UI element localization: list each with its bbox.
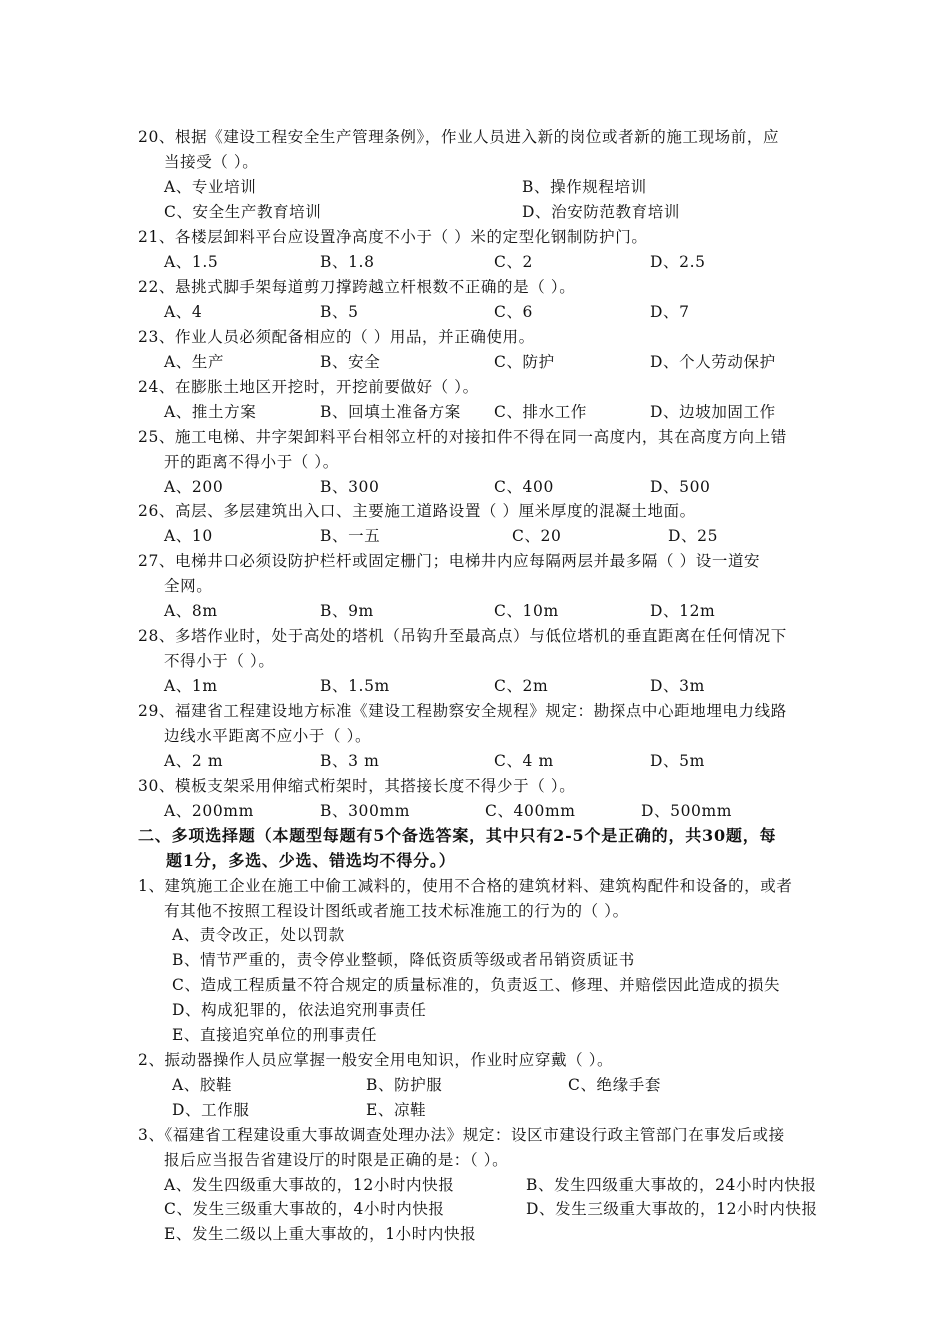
question-20-option-c: C、安全生产教育培训 <box>164 203 322 221</box>
multi-question-1-option-a: A、责令改正，处以罚款 <box>172 926 345 944</box>
question-28-option-d: D、3m <box>650 677 705 695</box>
question-28-option-a: A、1m <box>164 677 218 695</box>
question-26-option-c: C、20 <box>512 527 562 545</box>
question-26-option-d: D、25 <box>668 527 719 545</box>
question-27-option-a: A、8m <box>164 602 218 620</box>
question-25-option-c: C、400 <box>494 478 554 496</box>
question-25-option-b: B、300 <box>320 478 380 496</box>
question-20-option-a: A、专业培训 <box>164 178 257 196</box>
question-29-text-cont: 边线水平距离不应小于（ ）。 <box>164 727 372 745</box>
question-28-text-cont: 不得小于（ ）。 <box>164 652 275 670</box>
question-23-option-b: B、安全 <box>320 353 381 371</box>
question-30-option-a: A、200mm <box>164 802 254 820</box>
question-28-option-c: C、2m <box>494 677 549 695</box>
question-22-text: 22、悬挑式脚手架每道剪刀撑跨越立杆根数不正确的是（ ）。 <box>138 278 576 296</box>
question-22-option-c: C、6 <box>494 303 534 321</box>
question-27-option-c: C、10m <box>494 602 559 620</box>
multi-question-3-option-c: C、发生三级重大事故的，4小时内快报 <box>164 1200 445 1218</box>
multi-question-3-option-a: A、发生四级重大事故的，12小时内快报 <box>164 1176 455 1194</box>
question-27-option-b: B、9m <box>320 602 374 620</box>
multi-question-2-text: 2、振动器操作人员应掌握一般安全用电知识，作业时应穿戴（ ）。 <box>138 1051 614 1069</box>
question-26-option-a: A、10 <box>164 527 213 545</box>
multi-question-3-text: 3、《福建省工程建设重大事故调查处理办法》规定：设区市建设行政主管部门在事发后或接 <box>138 1126 785 1144</box>
question-23-option-c: C、防护 <box>494 353 555 371</box>
question-25-option-d: D、500 <box>650 478 711 496</box>
multi-question-3-text-cont: 报后应当报告省建设厅的时限是正确的是：（ ）。 <box>164 1151 509 1169</box>
multi-question-2-option-e: E、凉鞋 <box>366 1101 427 1119</box>
question-21-option-c: C、2 <box>494 253 534 271</box>
question-21-option-d: D、2.5 <box>650 253 706 271</box>
question-29-option-d: D、5m <box>650 752 705 770</box>
question-23-option-a: A、生产 <box>164 353 225 371</box>
question-22-option-a: A、4 <box>164 303 203 321</box>
question-30-option-d: D、500mm <box>641 802 733 820</box>
question-30-option-b: B、300mm <box>320 802 411 820</box>
question-22-option-b: B、5 <box>320 303 359 321</box>
question-21-option-a: A、1.5 <box>164 253 219 271</box>
question-20-option-d: D、治安防范教育培训 <box>522 203 680 221</box>
question-29-text: 29、福建省工程建设地方标准《建设工程勘察安全规程》规定：勘探点中心距地埋电力线路 <box>138 702 787 720</box>
multi-question-2-option-a: A、胶鞋 <box>172 1076 233 1094</box>
question-28-option-b: B、1.5m <box>320 677 390 695</box>
multi-question-1-option-d: D、构成犯罪的，依法追究刑事责任 <box>172 1001 427 1019</box>
question-24-option-b: B、回填土准备方案 <box>320 403 461 421</box>
multi-question-2-option-d: D、工作服 <box>172 1101 250 1119</box>
question-28-text: 28、多塔作业时，处于高处的塔机（吊钩升至最高点）与低位塔机的垂直距离在任何情况下 <box>138 627 787 645</box>
multi-question-3-option-b: B、发生四级重大事故的，24小时内快报 <box>526 1176 817 1194</box>
question-22-option-d: D、7 <box>650 303 690 321</box>
multi-question-2-option-b: B、防护服 <box>366 1076 443 1094</box>
section-2-heading: 二、多项选择题（本题型每题有5个备选答案，其中只有2-5个是正确的，共30题，每 <box>138 826 777 845</box>
question-26-option-b: B、一五 <box>320 527 381 545</box>
question-25-text-cont: 开的距离不得小于（ ）。 <box>164 453 339 471</box>
question-24-option-c: C、排水工作 <box>494 403 587 421</box>
question-29-option-a: A、2 m <box>164 752 224 770</box>
multi-question-3-option-d: D、发生三级重大事故的，12小时内快报 <box>526 1200 818 1218</box>
multi-question-1-option-e: E、直接追究单位的刑事责任 <box>172 1026 378 1044</box>
multi-question-1-option-c: C、造成工程质量不符合规定的质量标准的，负责返工、修理、并赔偿因此造成的损失 <box>172 976 781 994</box>
question-24-option-a: A、推土方案 <box>164 403 257 421</box>
question-24-option-d: D、边坡加固工作 <box>650 403 776 421</box>
question-29-option-c: C、4 m <box>494 752 554 770</box>
question-21-option-b: B、1.8 <box>320 253 375 271</box>
question-27-text: 27、电梯井口必须设防护栏杆或固定栅门；电梯井内应每隔两层并最多隔（ ）设一道安 <box>138 552 761 570</box>
multi-question-2-option-c: C、绝缘手套 <box>568 1076 661 1094</box>
question-27-option-d: D、12m <box>650 602 716 620</box>
question-26-text: 26、高层、多层建筑出入口、主要施工道路设置（ ）厘米厚度的混凝土地面。 <box>138 502 696 520</box>
question-29-option-b: B、3 m <box>320 752 380 770</box>
question-20-text: 20、根据《建设工程安全生产管理条例》，作业人员进入新的岗位或者新的施工现场前，应 <box>138 128 780 146</box>
multi-question-1-text: 1、建筑施工企业在施工中偷工减料的，使用不合格的建筑材料、建筑构配件和设备的，或者 <box>138 877 793 895</box>
multi-question-1-text-cont: 有其他不按照工程设计图纸或者施工技术标准施工的行为的（ ）。 <box>164 902 629 920</box>
question-25-option-a: A、200 <box>164 478 224 496</box>
question-30-text: 30、模板支架采用伸缩式桁架时，其搭接长度不得少于（ ）。 <box>138 777 576 795</box>
section-2-heading-cont: 题1分，多选、少选、错选均不得分。） <box>166 851 456 870</box>
question-30-option-c: C、400mm <box>485 802 576 820</box>
multi-question-3-option-e: E、发生二级以上重大事故的，1小时内快报 <box>164 1225 477 1243</box>
question-27-text-cont: 全网。 <box>164 577 213 595</box>
question-23-text: 23、作业人员必须配备相应的（ ）用品，并正确使用。 <box>138 328 535 346</box>
question-20-option-b: B、操作规程培训 <box>522 178 647 196</box>
question-20-text-cont: 当接受（ ）。 <box>164 153 259 171</box>
question-23-option-d: D、个人劳动保护 <box>650 353 776 371</box>
question-24-text: 24、在膨胀土地区开挖时，开挖前要做好（ ）。 <box>138 378 479 396</box>
question-21-text: 21、各楼层卸料平台应设置净高度不小于（ ）米的定型化钢制防护门。 <box>138 228 648 246</box>
question-25-text: 25、施工电梯、井字架卸料平台相邻立杆的对接扣件不得在同一高度内，其在高度方向上错 <box>138 428 787 446</box>
multi-question-1-option-b: B、情节严重的，责令停业整顿，降低资质等级或者吊销资质证书 <box>172 951 635 969</box>
